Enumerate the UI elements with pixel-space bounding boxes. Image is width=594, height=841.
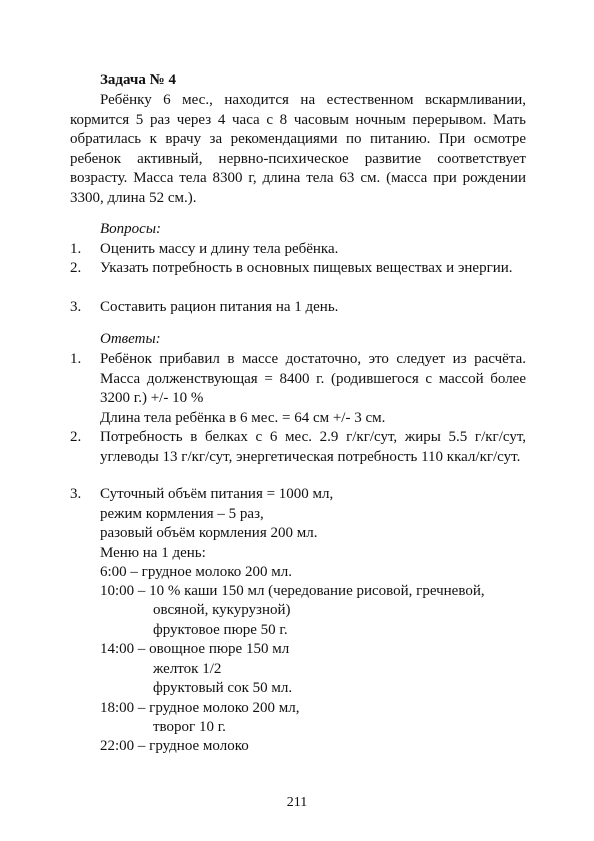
page-number: 211	[286, 795, 308, 810]
menu-line: 10:00 – 10 % каши 150 мл (чередование рисовой, гречневой,	[100, 583, 485, 599]
answer-line: режим кормления – 5 раз,	[100, 505, 264, 522]
question-text: Указать потребность в основных пищевых веществах и энергии.	[100, 260, 513, 276]
answer-number: 1.	[70, 351, 82, 367]
answer-extra: Длина тела ребёнка в 6 мес. = 64 см +/- 3 см.	[100, 409, 386, 426]
question-item	[70, 240, 526, 260]
menu-line: фруктовое пюре 50 г.	[153, 622, 288, 638]
answer-item	[70, 428, 526, 467]
answer-item	[70, 350, 526, 428]
question-item	[70, 259, 526, 279]
task-paragraph-text: Ребёнку 6 мес., находится на естественном вскармливании, кормится 5 раз через 4 часа с 8 часовым ночным перерывом. Мать обратилась к врачу за рекомендациями по питанию. При осмотре ребенок активный, нервно-психическое развитие соответствует возрасту. Масса тела 8300 г, длина тела 63 см. (масса при рождении 3300, длина 52 см.).	[70, 92, 526, 206]
question-number: 3.	[70, 299, 82, 315]
answer-line: Суточный объём питания = 1000 мл,	[100, 486, 334, 502]
question-item	[70, 298, 526, 318]
menu-line: 22:00 – грудное молоко	[100, 738, 249, 754]
answer-text: Ребёнок прибавил в массе достаточно, это следует из расчёта. Масса долженствующая = 8400 г. (родившегося с массой более 3200 г.) +/- 10 %	[100, 351, 526, 407]
questions-heading: Вопросы:	[100, 221, 161, 237]
answer-line: Меню на 1 день:	[100, 544, 206, 561]
question-number: 2.	[70, 260, 82, 276]
answer-number: 2.	[70, 429, 82, 445]
task-title: Задача № 4	[100, 72, 176, 88]
answers-heading: Ответы:	[100, 331, 161, 347]
answer-text: Потребность в белках с 6 мес. 2.9 г/кг/сут, жиры 5.5 г/кг/сут, углеводы 13 г/кг/сут, энергетическая потребность 110 ккал/кг/сут.	[100, 429, 526, 465]
question-text: Составить рацион питания на 1 день.	[100, 299, 339, 315]
menu-line: 18:00 – грудное молоко 200 мл,	[100, 700, 300, 716]
task-paragraph	[70, 91, 526, 209]
answer-line: разовый объём кормления 200 мл.	[100, 525, 318, 542]
answer-item	[70, 485, 526, 563]
answer-number: 3.	[70, 486, 82, 502]
menu-line: 6:00 – грудное молоко 200 мл.	[100, 564, 292, 580]
question-number: 1.	[70, 241, 82, 257]
menu-line: желток 1/2	[153, 661, 222, 677]
menu-line: творог 10 г.	[153, 719, 226, 735]
menu-line: овсяной, кукурузной)	[153, 602, 291, 618]
question-text: Оценить массу и длину тела ребёнка.	[100, 241, 339, 257]
menu-line: 14:00 – овощное пюре 150 мл	[100, 641, 290, 657]
menu-line: фруктовый сок 50 мл.	[153, 680, 293, 696]
